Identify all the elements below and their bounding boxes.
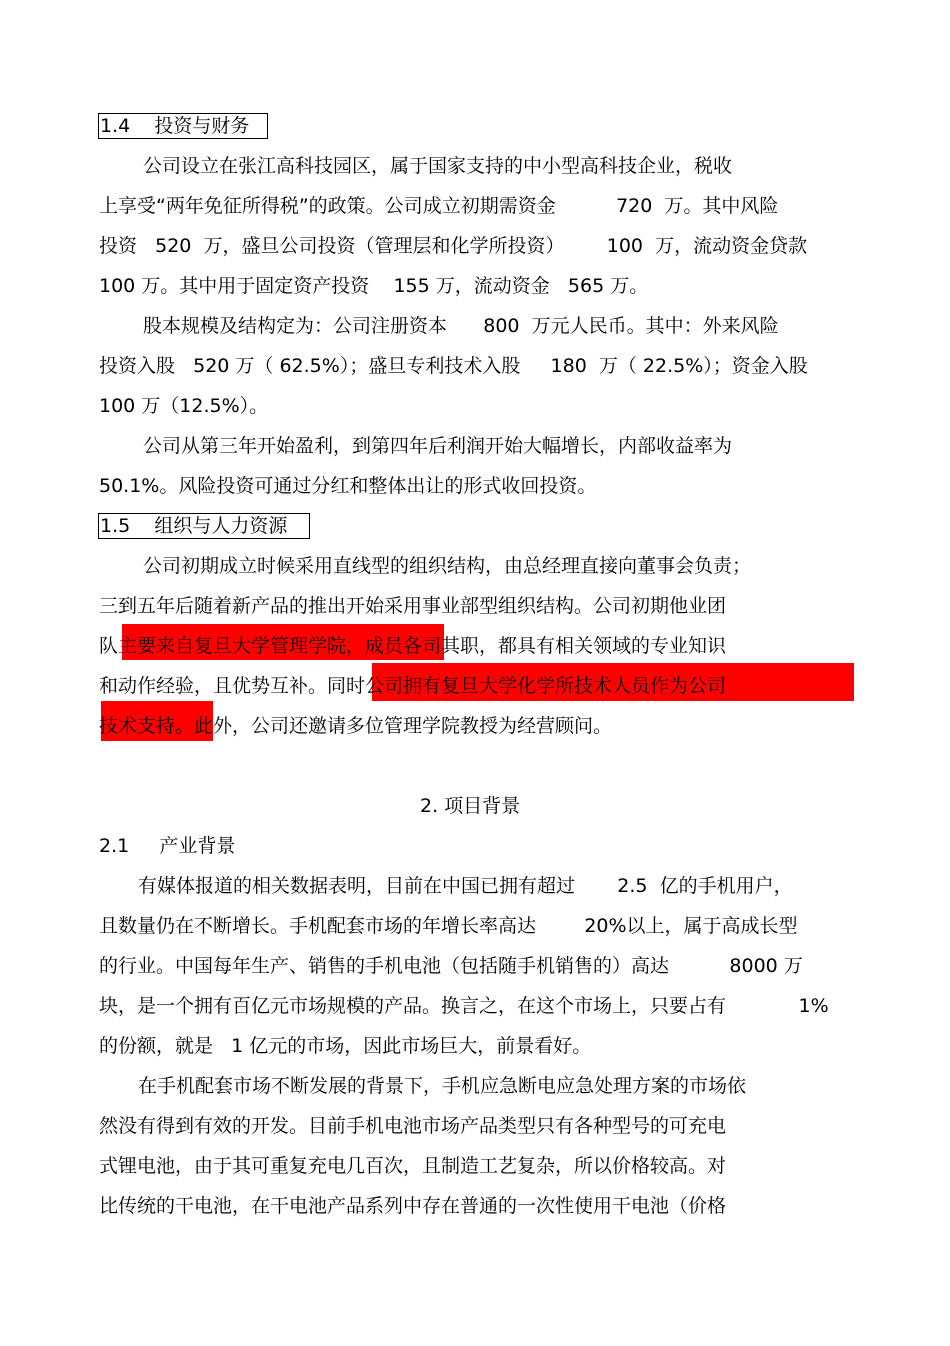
section-heading-2-1: 2.1 产业背景 xyxy=(99,835,236,857)
paragraph-line: 技术支持。此外，公司还邀请多位管理学院教授为经营顾问。 xyxy=(99,715,613,737)
paragraph-line: 且数量仍在不断增长。手机配套市场的年增长率高达 20%以上，属于高成长型 xyxy=(99,915,798,937)
paragraph-line: 队主要来自复旦大学管理学院，成员各司其职，都具有相关领域的专业知识 xyxy=(99,635,727,657)
paragraph-line: 公司设立在张江高科技园区，属于国家支持的中小型高科技企业，税收 xyxy=(143,155,733,177)
paragraph-line: 公司从第三年开始盈利，到第四年后利润开始大幅增长，内部收益率为 xyxy=(143,435,733,457)
paragraph-line: 100 万（12.5%）。 xyxy=(99,395,269,417)
paragraph-line: 投资 520 万，盛旦公司投资（管理层和化学所投资） 100 万，流动资金贷款 xyxy=(99,235,808,257)
paragraph-line: 股本规模及结构定为：公司注册资本 800 万元人民币。其中：外来风险 xyxy=(143,315,779,337)
paragraph-line: 上享受“两年免征所得税”的政策。公司成立初期需资金 720 万。其中风险 xyxy=(99,195,779,217)
section-heading-1-5: 1.5 组织与人力资源 xyxy=(100,515,288,537)
paragraph-line: 公司初期成立时候采用直线型的组织结构，由总经理直接向董事会负责； xyxy=(143,555,752,577)
chapter-title: 2. 项目背景 xyxy=(420,795,521,817)
paragraph-line: 的行业。中国每年生产、销售的手机电池（包括随手机销售的）高达 8000 万 xyxy=(99,955,803,977)
section-heading-1-4: 1.4 投资与财务 xyxy=(100,115,250,137)
paragraph-line: 有媒体报道的相关数据表明，目前在中国已拥有超过 2.5 亿的手机用户， xyxy=(138,875,793,897)
paragraph-line: 投资入股 520 万（ 62.5%）；盛旦专利技术入股 180 万（ 22.5%）；资金入股 xyxy=(99,355,808,377)
paragraph-line: 然没有得到有效的开发。目前手机电池市场产品类型只有各种型号的可充电 xyxy=(99,1115,727,1137)
paragraph-line: 50.1%。风险投资可通过分红和整体出让的形式收回投资。 xyxy=(99,475,597,497)
paragraph-line: 在手机配套市场不断发展的背景下，手机应急断电应急处理方案的市场依 xyxy=(138,1075,747,1097)
paragraph-line: 块，是一个拥有百亿元市场规模的产品。换言之，在这个市场上，只要占有 1% xyxy=(99,995,829,1017)
paragraph-line: 式锂电池，由于其可重复充电几百次，且制造工艺复杂，所以价格较高。对 xyxy=(99,1155,727,1177)
paragraph-line: 的份额，就是 1 亿元的市场，因此市场巨大，前景看好。 xyxy=(99,1035,592,1057)
paragraph-line: 比传统的干电池，在干电池产品系列中存在普通的一次性使用干电池（价格 xyxy=(99,1195,727,1217)
paragraph-line: 100 万。其中用于固定资产投资 155 万，流动资金 565 万。 xyxy=(99,275,649,297)
paragraph-line: 和动作经验，且优势互补。同时公司拥有复旦大学化学所技术人员作为公司 xyxy=(99,675,727,697)
paragraph-line: 三到五年后随着新产品的推出开始采用事业部型组织结构。公司初期他业团 xyxy=(99,595,727,617)
